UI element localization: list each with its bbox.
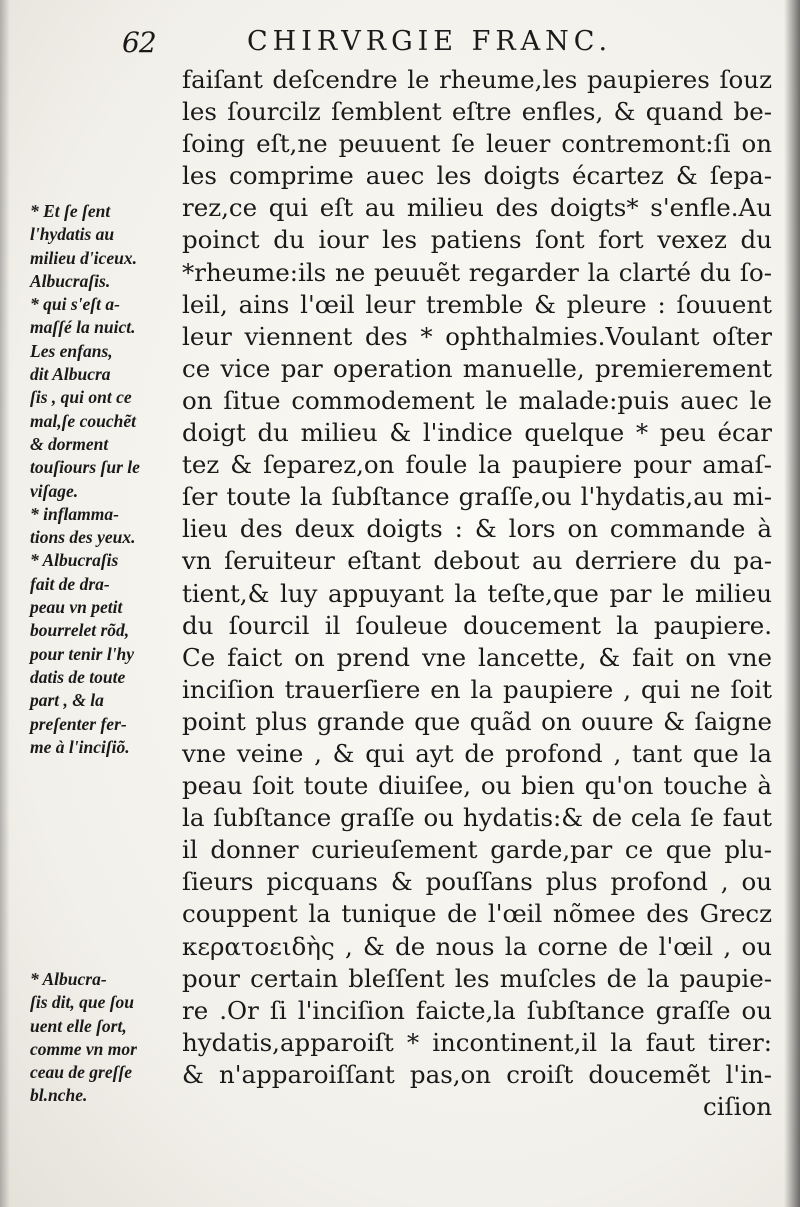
- margin-note-line: comme vn mor: [30, 1038, 137, 1059]
- gutter-shadow: [0, 0, 10, 1207]
- margin-note-line: * Et ſe ſent: [30, 201, 111, 221]
- text-line: poinct du iour les patiens ſont fort vexez du: [182, 225, 772, 255]
- text-line: peau ſoit toute diuiſee, ou bien qu'on touche à: [182, 771, 772, 801]
- margin-note-line: fait de dra-: [30, 573, 110, 594]
- text-line: ciſion: [703, 1092, 772, 1121]
- text-line: ſoing eſt,ne peuuent ſe leuer contremont:ſi on: [182, 129, 772, 159]
- margin-note-line: Les enfans,: [30, 340, 113, 361]
- text-line: pour certain bleſſent les muſcles de la paupie-: [182, 963, 772, 993]
- margin-note-line: * Albucra-: [30, 969, 107, 989]
- text-line: faiſant deſcendre le rheume,les paupieres ſouz: [182, 65, 772, 94]
- margin-note-line: pour tenir l'hy: [30, 643, 135, 664]
- margin-note-line: preſenter fer-: [30, 713, 127, 734]
- margin-note-line: touſiours ſur le: [30, 457, 140, 478]
- margin-note-line: part , & la: [30, 690, 104, 711]
- margin-note-line: datis de toute: [30, 666, 126, 687]
- margin-note-line: l'hydatis au: [30, 224, 115, 245]
- text-line: ſer toute la ſubſtance graſſe,ou l'hydatis,au mi-: [182, 482, 772, 512]
- text-line: & n'apparoiſſant pas,on croiſt doucemẽt l'in-: [182, 1059, 772, 1089]
- text-line: doigt du milieu & l'indice quelque * peu écar: [182, 418, 772, 448]
- text-line: couppent la tunique de l'œil nõmee des Grecz: [182, 899, 772, 929]
- margin-note-line: bl.nche.: [30, 1085, 88, 1106]
- text-line: *rheume:ils ne peuuẽt regarder la clarté du ſo-: [182, 257, 772, 287]
- text-line: hydatis,apparoiſt * incontinent,il la faut tirer:: [182, 1027, 772, 1057]
- margin-note-line: ſis dit, que ſou: [30, 992, 135, 1013]
- text-line: on ſitue commodement le malade:puis auec le: [182, 385, 772, 415]
- text-line: vne veine , & qui ayt de profond , tant que la: [182, 738, 772, 768]
- margin-note-line: me à l'inciſiõ.: [30, 736, 130, 757]
- margin-note-line: uent elle ſort,: [30, 1015, 127, 1036]
- margin-note: [30, 200, 180, 759]
- text-line: leil, ains l'œil leur tremble & pleure : ſouuent: [182, 289, 772, 319]
- margin-note-line: * Albucraſis: [30, 550, 119, 571]
- margin-note-line: Albucraſis.: [30, 270, 111, 291]
- margin-note: [30, 968, 180, 1108]
- text-line: lieu des deux doigts : & lors on commande à: [182, 514, 772, 544]
- body-text: [182, 64, 772, 1123]
- text-line: κερατοειδὴς , & de nous la corne de l'œil , ou: [182, 931, 772, 961]
- margin-note-line: & dorment: [30, 433, 109, 454]
- text-line: inciſion trauerſiere en la paupiere , qui ne ſoit: [182, 674, 772, 704]
- margin-note-line: mal,ſe couchẽt: [30, 410, 136, 431]
- margin-note-line: dit Albucra: [30, 364, 111, 385]
- running-head: CHIRVRGIE FRANC.: [247, 26, 613, 57]
- text-line: il donner curieuſement garde,par ce que plu-: [182, 835, 772, 865]
- text-line: ce vice par operation manuelle, premierement: [182, 353, 772, 383]
- text-line: vn ſeruiteur eſtant debout au derriere du pa-: [182, 546, 772, 576]
- text-line: tez & ſeparez,on foule la paupiere pour amaſ-: [182, 450, 772, 480]
- text-line: ſieurs picquans & pouſſans plus profond , ou: [182, 867, 772, 897]
- text-line: leur viennent des * ophthalmies.Voulant oſter: [182, 321, 772, 351]
- margin-note-line: milieu d'iceux.: [30, 247, 137, 268]
- text-line: tient,& luy appuyant la teſte,que par le milieu: [182, 578, 772, 608]
- page-header: [0, 22, 800, 62]
- margin-note-line: peau vn petit: [30, 597, 123, 618]
- margin-note-line: maſſé la nuict.: [30, 317, 136, 338]
- margin-note-line: * qui s'eſt a-: [30, 294, 120, 315]
- text-line: point plus grande que quãd on ouure & ſaigne: [182, 706, 772, 736]
- text-line: Ce faict on prend vne lancette, & fait on vne: [182, 642, 772, 672]
- margin-note-line: bourrelet rõd,: [30, 620, 130, 641]
- page-number: 62: [122, 26, 156, 59]
- text-line: du ſourcil il ſouleue doucement la paupiere.: [182, 610, 772, 640]
- page-edge-shadow: [784, 0, 800, 1207]
- text-line: la ſubſtance graſſe ou hydatis:& de cela ſe faut: [182, 803, 772, 833]
- margin-note-line: ceau de greſſe: [30, 1062, 133, 1083]
- text-line: les ſourcilz ſemblent eſtre enfles, & quand be-: [182, 97, 772, 127]
- margin-note-line: ſis , qui ont ce: [30, 387, 132, 408]
- text-line: re .Or ſi l'inciſion faicte,la ſubſtance graſſe ou: [182, 995, 772, 1025]
- text-line: rez,ce qui eſt au milieu des doigts* s'enfle.Au: [182, 193, 772, 223]
- margin-note-line: * inflamma-: [30, 503, 119, 524]
- text-line: les comprime auec les doigts écartez & ſepa-: [182, 161, 772, 191]
- margin-note-line: viſage.: [30, 480, 79, 501]
- margin-note-line: tions des yeux.: [30, 527, 136, 548]
